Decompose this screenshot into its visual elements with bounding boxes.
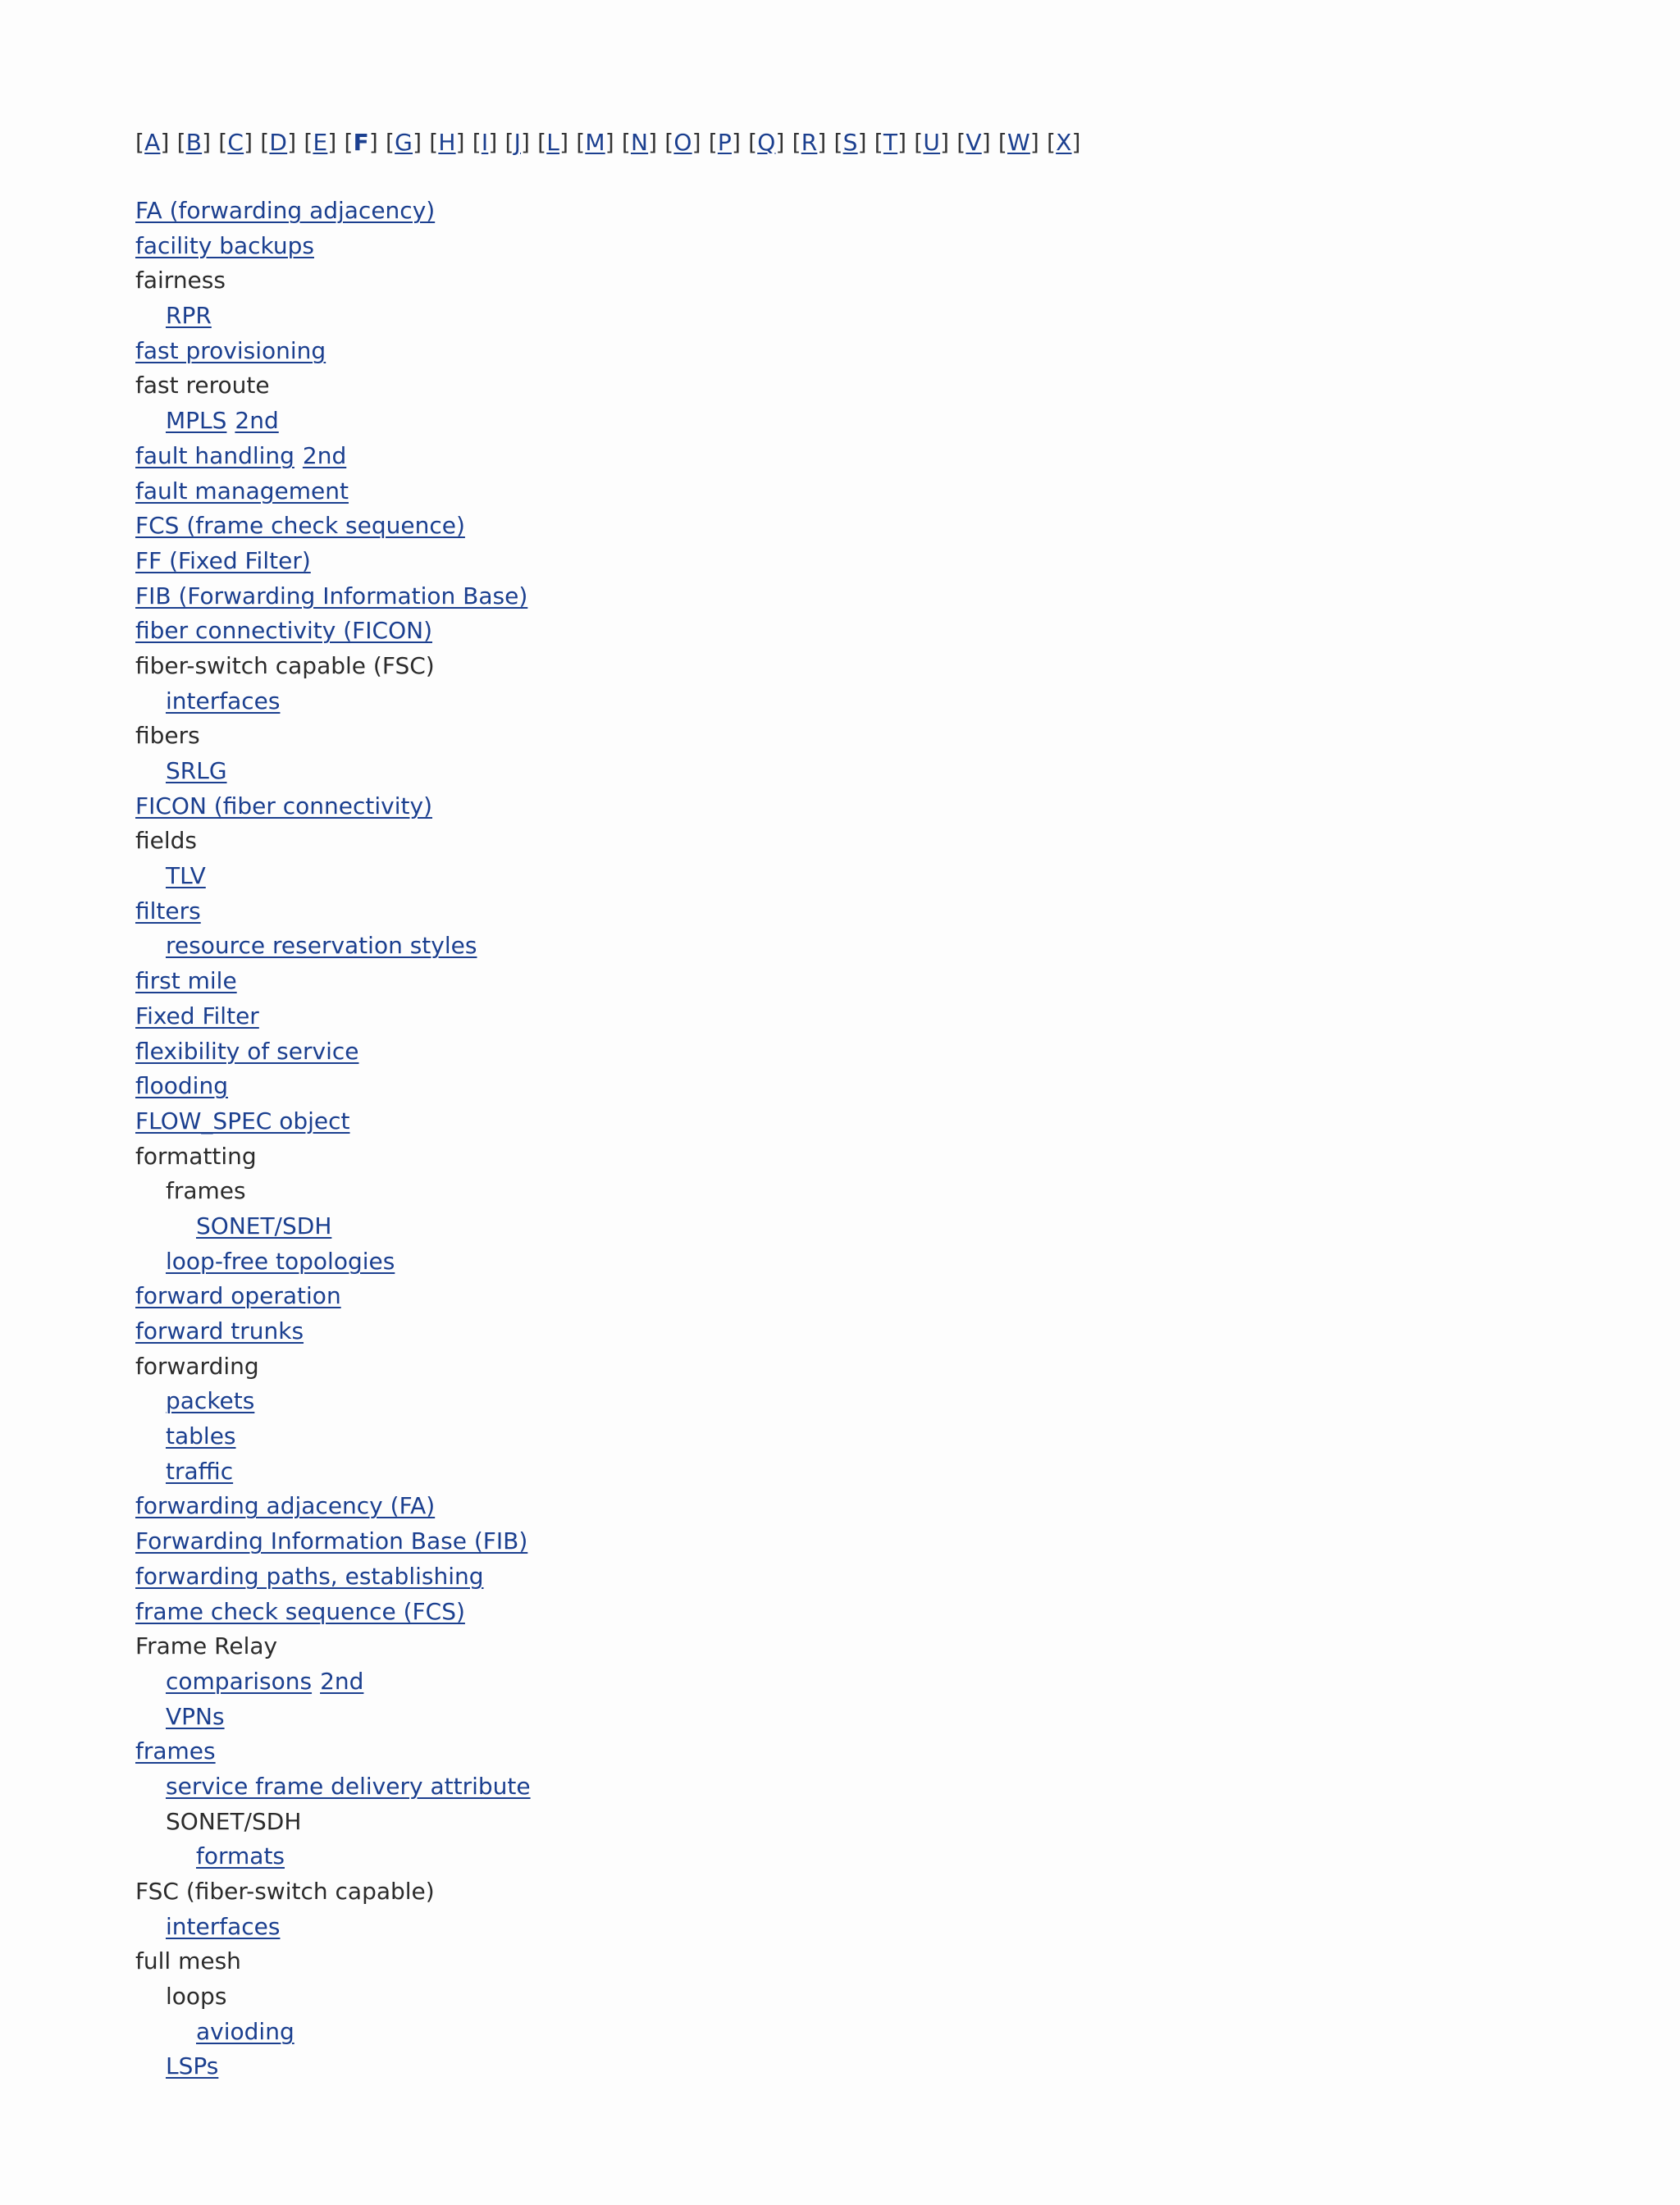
nav-bracket-close: ]	[648, 129, 658, 156]
nav-bracket-open: [	[998, 129, 1007, 156]
index-entry-link[interactable]: filters	[135, 897, 201, 924]
nav-letter-a[interactable]: A	[144, 129, 161, 156]
nav-bracket-open: [	[833, 129, 843, 156]
nav-bracket-close: ]	[897, 129, 907, 156]
index-subentry	[135, 684, 1612, 719]
index-entry	[135, 368, 1612, 404]
index-entry-label: fields	[135, 827, 198, 855]
nav-letter-e[interactable]: E	[313, 129, 328, 156]
index-entry-link[interactable]: FF (Fixed Filter)	[135, 546, 311, 574]
index-entry	[135, 1874, 1612, 1910]
index-entry-link[interactable]: fast provisioning	[135, 336, 326, 364]
index-entry	[135, 789, 1612, 824]
index-entry-link[interactable]: resource reservation styles	[166, 932, 477, 960]
index-entry	[135, 1069, 1612, 1104]
secondary-reference-link[interactable]: 2nd	[235, 407, 279, 435]
index-entry-label: Frame Relay	[135, 1632, 278, 1660]
index-entry-link[interactable]: forward trunks	[135, 1317, 304, 1344]
index-subentry	[135, 754, 1612, 789]
index-entry	[135, 614, 1612, 649]
secondary-reference-link[interactable]: 2nd	[320, 1667, 364, 1695]
nav-bracket-open: [	[344, 129, 354, 156]
nav-bracket-open: [	[429, 129, 439, 156]
index-entry-label: FSC (fiber-switch capable)	[135, 1878, 435, 1905]
index-entry	[135, 194, 1612, 229]
nav-bracket-open: [	[1046, 129, 1057, 156]
secondary-reference-link[interactable]: 2nd	[302, 441, 347, 469]
nav-bracket-open: [	[386, 129, 395, 156]
index-entry	[135, 1489, 1612, 1524]
nav-bracket-close: ]	[488, 129, 498, 156]
index-entry-link[interactable]: SONET/SDH	[196, 1212, 332, 1239]
index-entry	[135, 1104, 1612, 1139]
index-entry-link[interactable]: facility backups	[135, 231, 314, 259]
index-entry-link[interactable]: comparisons	[166, 1667, 313, 1695]
index-entry	[135, 1034, 1612, 1070]
nav-letter-t[interactable]: T	[883, 129, 898, 156]
nav-letter-d[interactable]: D	[269, 129, 288, 156]
nav-letter-l[interactable]: L	[546, 129, 560, 156]
index-entry	[135, 964, 1612, 999]
index-entry	[135, 719, 1612, 754]
nav-letter-c[interactable]: C	[227, 129, 244, 156]
index-entry-label: SONET/SDH	[166, 1807, 302, 1835]
index-entry	[135, 334, 1612, 369]
index-entry-link[interactable]: VPNs	[166, 1702, 225, 1730]
index-entry-link[interactable]: avioding	[196, 2017, 294, 2045]
nav-letter-s[interactable]: S	[842, 129, 858, 156]
nav-bracket-close: ]	[413, 129, 422, 156]
index-entry-link[interactable]: FA (forwarding adjacency)	[135, 197, 436, 224]
index-entry-link[interactable]: loop-free topologies	[166, 1247, 395, 1275]
alphabet-navigation	[135, 123, 1612, 162]
index-entry	[135, 229, 1612, 264]
index-entry-link[interactable]: MPLS	[166, 407, 227, 435]
nav-bracket-close: ]	[327, 129, 337, 156]
nav-bracket-close: ]	[244, 129, 253, 156]
index-entry	[135, 894, 1612, 929]
index-entry-link[interactable]: fault handling	[135, 441, 294, 469]
index-entry-link[interactable]: flooding	[135, 1072, 228, 1100]
index-entry-link[interactable]: FIB (Forwarding Information Base)	[135, 582, 528, 609]
index-entry-label: loops	[166, 1983, 227, 2011]
nav-bracket-open: [	[664, 129, 674, 156]
nav-letter-g[interactable]: G	[395, 129, 413, 156]
index-entry	[135, 1559, 1612, 1595]
index-entry-link[interactable]: FCS (frame check sequence)	[135, 512, 465, 540]
index-entry	[135, 509, 1612, 544]
index-entry-link[interactable]: packets	[166, 1387, 255, 1415]
index-entry	[135, 579, 1612, 614]
nav-bracket-close: ]	[559, 129, 569, 156]
index-entry	[135, 1595, 1612, 1630]
index-entry-label: fiber-switch capable (FSC)	[135, 651, 435, 679]
index-entry-link[interactable]: fiber connectivity (FICON)	[135, 617, 432, 645]
nav-bracket-open: [	[956, 129, 966, 156]
nav-bracket-close: ]	[692, 129, 701, 156]
nav-letter-x[interactable]: X	[1056, 129, 1072, 156]
index-subentry	[135, 299, 1612, 334]
index-subentry	[135, 2015, 1612, 2050]
nav-bracket-close: ]	[287, 129, 297, 156]
nav-bracket-open: [	[504, 129, 514, 156]
index-entry	[135, 999, 1612, 1034]
index-entry	[135, 1349, 1612, 1385]
index-entry-link[interactable]: fault management	[135, 477, 349, 504]
index-subentry	[135, 1454, 1612, 1490]
index-subentry	[135, 1664, 1612, 1700]
index-entry-link[interactable]: Fixed Filter	[135, 1002, 259, 1029]
nav-bracket-close: ]	[455, 129, 465, 156]
index-entry-link[interactable]: FLOW_SPEC object	[135, 1107, 350, 1134]
index-entry-label: fibers	[135, 722, 200, 750]
nav-letter-v[interactable]: V	[966, 129, 982, 156]
nav-bracket-open: [	[472, 129, 482, 156]
index-subentry	[135, 1419, 1612, 1454]
nav-bracket-open: [	[135, 129, 145, 156]
nav-bracket-close: ]	[1071, 129, 1081, 156]
nav-letter-w[interactable]: W	[1007, 129, 1030, 156]
index-entry-link[interactable]: flexibility of service	[135, 1037, 359, 1065]
index-entry	[135, 1944, 1612, 1979]
index-subentry	[135, 1174, 1612, 1209]
index-entry-label: fairness	[135, 267, 226, 294]
nav-bracket-open: [	[537, 129, 547, 156]
nav-bracket-open: [	[260, 129, 270, 156]
index-entry-link[interactable]: RPR	[166, 302, 212, 330]
index-entry	[135, 1279, 1612, 1314]
index-entry-list	[135, 194, 1612, 2084]
nav-letter-m[interactable]: M	[585, 129, 605, 156]
nav-bracket-open: [	[304, 129, 313, 156]
nav-bracket-close: ]	[521, 129, 531, 156]
nav-bracket-close: ]	[857, 129, 867, 156]
index-subentry	[135, 1839, 1612, 1874]
nav-letter-u[interactable]: U	[923, 129, 941, 156]
index-entry-link[interactable]: Forwarding Information Base (FIB)	[135, 1527, 528, 1555]
nav-letter-f: F	[353, 129, 369, 156]
nav-bracket-close: ]	[160, 129, 170, 156]
index-subentry	[135, 1805, 1612, 1840]
nav-bracket-close: ]	[731, 129, 742, 156]
index-subentry	[135, 1769, 1612, 1805]
nav-bracket-close: ]	[817, 129, 827, 156]
nav-letter-b[interactable]: B	[185, 129, 203, 156]
index-entry-link[interactable]: traffic	[166, 1457, 234, 1485]
index-subentry	[135, 929, 1612, 964]
nav-bracket-open: [	[708, 129, 718, 156]
index-entry-link[interactable]: FICON (fiber connectivity)	[135, 792, 432, 819]
index-entry-link[interactable]: service frame delivery attribute	[166, 1772, 531, 1800]
nav-letter-n[interactable]: N	[630, 129, 649, 156]
nav-bracket-close: ]	[981, 129, 991, 156]
nav-bracket-open: [	[576, 129, 586, 156]
index-entry-label: frames	[166, 1177, 246, 1205]
index-entry	[135, 263, 1612, 299]
index-entry	[135, 1734, 1612, 1769]
nav-letter-h[interactable]: H	[438, 129, 456, 156]
index-entry-link[interactable]: forwarding adjacency (FA)	[135, 1492, 436, 1520]
nav-bracket-open: [	[218, 129, 228, 156]
index-entry	[135, 544, 1612, 579]
nav-letter-j[interactable]: J	[514, 129, 522, 156]
index-entry	[135, 439, 1612, 474]
index-subentry	[135, 859, 1612, 894]
index-entry-link[interactable]: formats	[196, 1842, 285, 1870]
nav-bracket-open: [	[748, 129, 758, 156]
index-entry-link[interactable]: TLV	[166, 862, 206, 890]
index-entry	[135, 1139, 1612, 1175]
nav-bracket-open: [	[874, 129, 883, 156]
nav-letter-o[interactable]: O	[673, 129, 692, 156]
nav-letter-r[interactable]: R	[801, 129, 818, 156]
nav-bracket-close: ]	[605, 129, 614, 156]
index-entry-label: forwarding	[135, 1352, 259, 1380]
nav-letter-q[interactable]: Q	[757, 129, 776, 156]
index-entry	[135, 1629, 1612, 1664]
nav-letter-i[interactable]: I	[481, 129, 489, 156]
index-entry	[135, 1524, 1612, 1559]
index-entry-link[interactable]: SRLG	[166, 757, 227, 784]
nav-bracket-open: [	[792, 129, 801, 156]
index-entry-link[interactable]: tables	[166, 1422, 236, 1450]
index-entry-link[interactable]: forwarding paths, establishing	[135, 1562, 484, 1590]
nav-bracket-open: [	[914, 129, 924, 156]
index-entry-label: full mesh	[135, 1947, 241, 1975]
index-entry-link[interactable]: interfaces	[166, 1912, 281, 1940]
nav-bracket-close: ]	[1029, 129, 1039, 156]
index-subentry	[135, 404, 1612, 439]
index-entry-link[interactable]: interfaces	[166, 687, 281, 714]
nav-bracket-open: [	[176, 129, 186, 156]
nav-bracket-close: ]	[775, 129, 785, 156]
index-subentry	[135, 1979, 1612, 2015]
index-entry	[135, 1314, 1612, 1349]
index-subentry	[135, 1910, 1612, 1945]
index-entry	[135, 649, 1612, 684]
index-entry-link[interactable]: frame check sequence (FCS)	[135, 1597, 465, 1625]
index-entry	[135, 474, 1612, 509]
index-page	[135, 123, 1612, 2084]
index-subentry	[135, 1209, 1612, 1244]
nav-bracket-open: [	[621, 129, 631, 156]
index-entry-link[interactable]: first mile	[135, 967, 237, 995]
index-entry	[135, 824, 1612, 859]
index-entry-link[interactable]: forward operation	[135, 1282, 341, 1310]
index-subentry	[135, 1244, 1612, 1280]
nav-bracket-close: ]	[202, 129, 212, 156]
index-entry-label: fast reroute	[135, 372, 270, 399]
index-entry-label: formatting	[135, 1142, 257, 1170]
index-entry-link[interactable]: frames	[135, 1737, 216, 1765]
index-subentry	[135, 2049, 1612, 2084]
index-subentry	[135, 1700, 1612, 1735]
nav-bracket-close: ]	[940, 129, 950, 156]
index-entry-link[interactable]: LSPs	[166, 2052, 219, 2080]
index-subentry	[135, 1384, 1612, 1419]
nav-bracket-close: ]	[368, 129, 379, 156]
nav-letter-p[interactable]: P	[717, 129, 732, 156]
